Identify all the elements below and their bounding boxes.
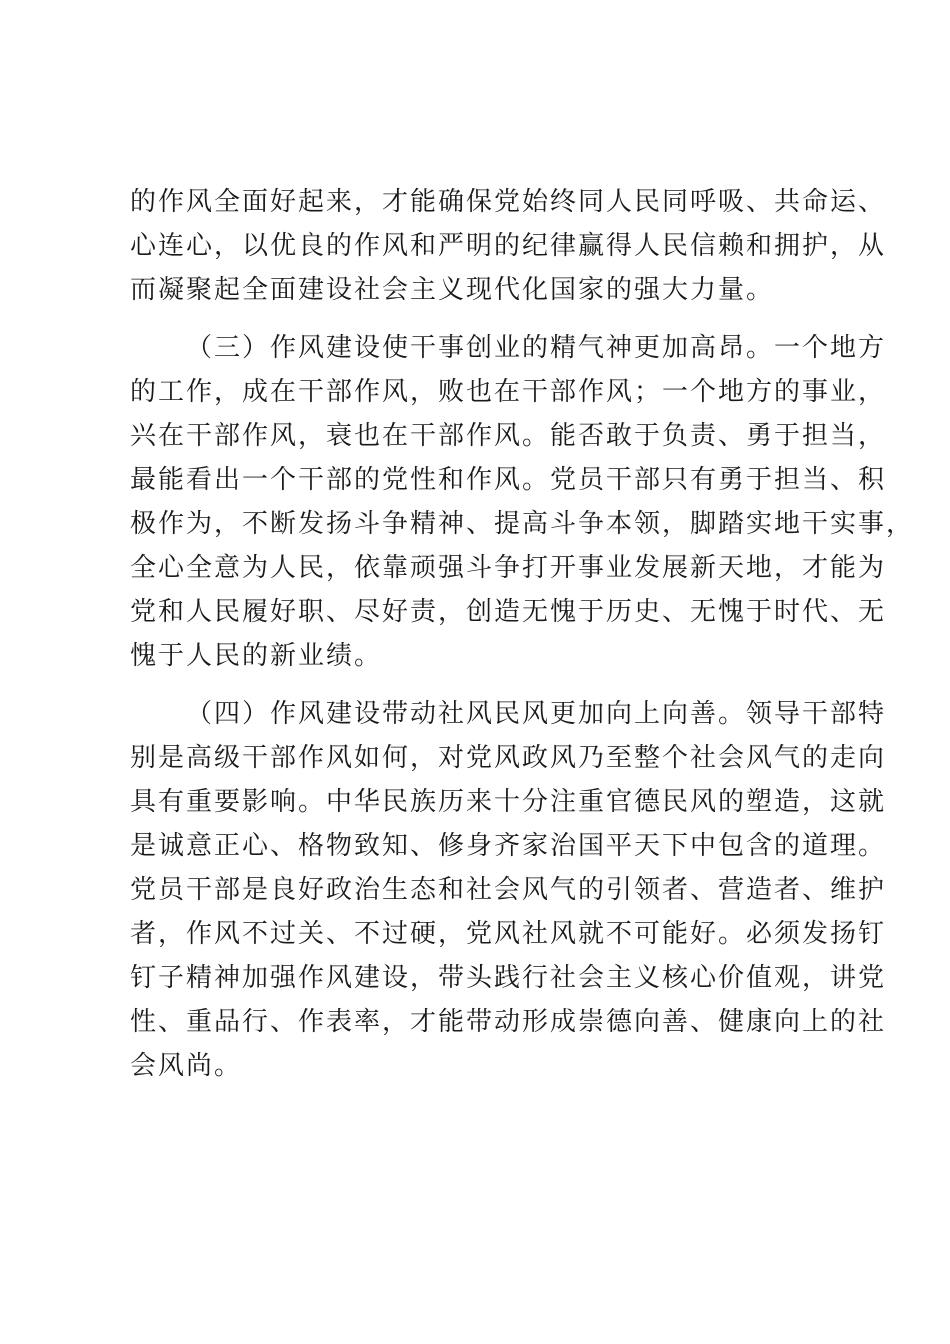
paragraph-section-4	[130, 692, 887, 1088]
text-line: 而凝聚起全面建设社会主义现代化国家的强大力量。	[130, 275, 775, 305]
text-line: 心连心，以优良的作风和严明的纪律赢得人民信赖和拥护，从	[130, 231, 887, 261]
text-line: 党和人民履好职、尽好责，创造无愧于历史、无愧于时代、无	[130, 597, 887, 627]
text-line: （四）作风建设带动社风民风更加向上向善。领导干部特	[186, 699, 887, 729]
text-line: 最能看出一个干部的党性和作风。党员干部只有勇于担当、积	[130, 465, 887, 495]
text-line: 全心全意为人民，依靠顽强斗争打开事业发展新天地，才能为	[130, 553, 887, 583]
text-line: 会风尚。	[130, 1051, 243, 1081]
text-line: 具有重要影响。中华民族历来十分注重官德民风的塑造，这就	[130, 787, 887, 817]
text-line: 的作风全面好起来，才能确保党始终同人民同呼吸、共命运、	[130, 187, 887, 217]
text-line: 者，作风不过关、不过硬，党风社风就不可能好。必须发扬钉	[130, 919, 887, 949]
text-line: 愧于人民的新业绩。	[130, 641, 383, 671]
text-line: 是诚意正心、格物致知、修身齐家治国平天下中包含的道理。	[130, 831, 887, 861]
paragraph-continuation	[130, 180, 887, 312]
paragraph-section-3	[130, 326, 915, 678]
text-line: （三）作风建设使干事创业的精气神更加高昂。一个地方	[186, 333, 887, 363]
text-line: 钉子精神加强作风建设，带头践行社会主义核心价值观，讲党	[130, 963, 887, 993]
text-line: 党员干部是良好政治生态和社会风气的引领者、营造者、维护	[130, 875, 887, 905]
text-line: 性、重品行、作表率，才能带动形成崇德向善、健康向上的社	[130, 1007, 887, 1037]
text-line: 的工作，成在干部作风，败也在干部作风；一个地方的事业，	[130, 377, 887, 407]
text-line: 别是高级干部作风如何，对党风政风乃至整个社会风气的走向	[130, 743, 887, 773]
text-line: 兴在干部作风，衰也在干部作风。能否敢于负责、勇于担当，	[130, 421, 887, 451]
text-line: 极作为，不断发扬斗争精神、提高斗争本领，脚踏实地干实事，	[130, 509, 915, 539]
